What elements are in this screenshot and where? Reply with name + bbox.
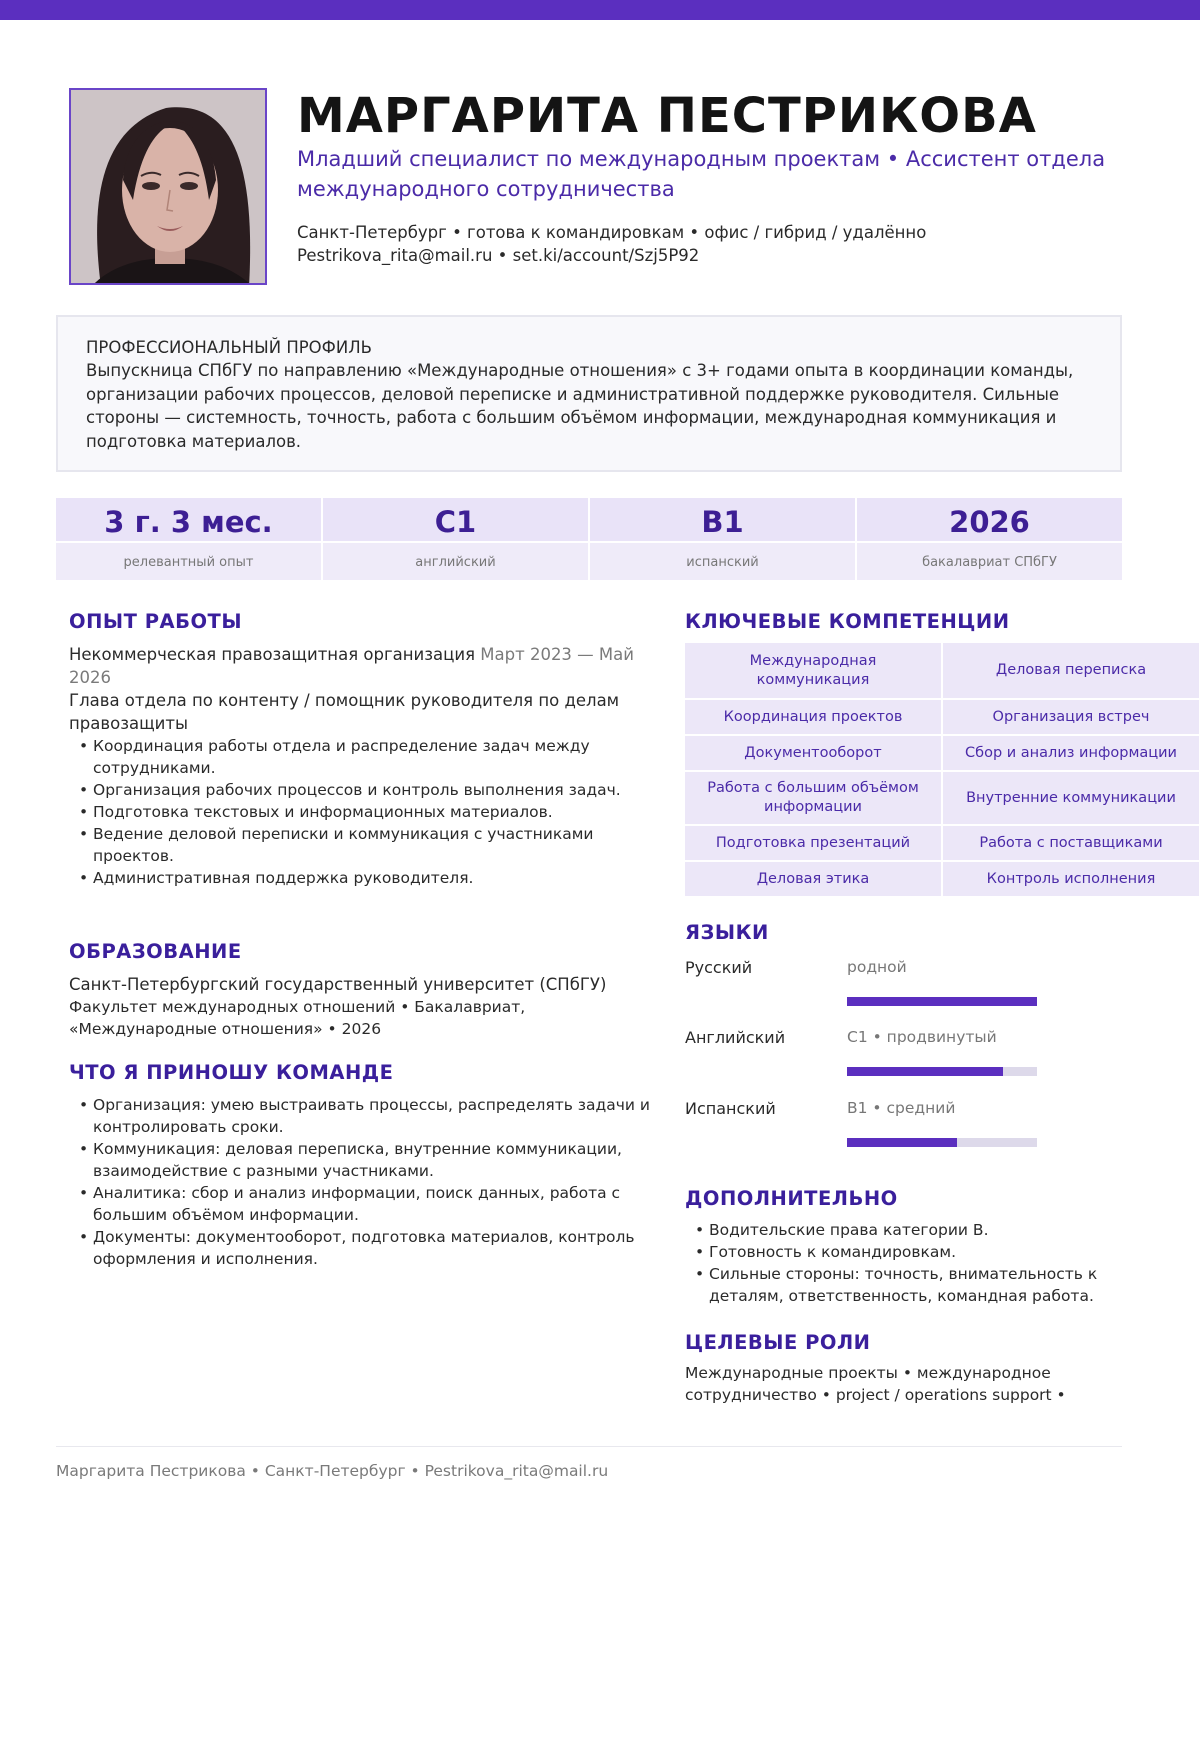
profile-heading: ПРОФЕССИОНАЛЬНЫЙ ПРОФИЛЬ: [86, 338, 372, 357]
footer-text: Маргарита Пестрикова • Санкт-Петербург • Pestrikova_rita@mail.ru: [56, 1462, 609, 1480]
list-item: • Административная поддержка руководителя.: [69, 867, 659, 889]
competency-tag: Координация проектов: [685, 700, 941, 734]
competency-tag: Деловая этика: [685, 862, 941, 896]
education-university: Санкт-Петербургский государственный университет (СПбГУ): [69, 975, 607, 994]
list-item: • Организация: умею выстраивать процессы, распределять задачи и контролировать сроки.: [69, 1094, 659, 1138]
experience-org: Некоммерческая правозащитная организация: [69, 645, 476, 664]
value-bullets: [69, 1094, 659, 1270]
competency-tag: Контроль исполнения: [943, 862, 1199, 896]
competency-tag: Работа с большим объёмом информации: [685, 772, 941, 824]
stat-value: 2026: [857, 498, 1122, 541]
top-accent-bar: [0, 0, 1200, 20]
competency-tag: Международная коммуникация: [685, 643, 941, 698]
language-bar: [847, 997, 1037, 1006]
footer-divider: [56, 1446, 1122, 1447]
contact-block: [297, 221, 926, 267]
list-item: • Готовность к командировкам.: [685, 1241, 1145, 1263]
list-item: • Координация работы отдела и распределение задач между сотрудниками.: [69, 735, 659, 779]
language-level: C1 • продвинутый: [847, 1028, 997, 1046]
stat-degree: [857, 498, 1122, 580]
experience-dates: Март 2023 — Май 2026: [69, 645, 634, 687]
additional-title: ДОПОЛНИТЕЛЬНО: [685, 1187, 898, 1210]
stat-value: C1: [323, 498, 588, 541]
value-title: ЧТО Я ПРИНОШУ КОМАНДЕ: [69, 1061, 394, 1084]
education-title: ОБРАЗОВАНИЕ: [69, 940, 242, 963]
stat-label: бакалавриат СПбГУ: [857, 541, 1122, 580]
list-item: • Аналитика: сбор и анализ информации, поиск данных, работа с большим объёмом информации.: [69, 1182, 659, 1226]
education-details-1: Факультет международных отношений • Бакалавриат,: [69, 998, 526, 1016]
additional-section: [685, 1219, 1145, 1307]
profile-box: [56, 315, 1122, 472]
language-level: родной: [847, 958, 907, 976]
competency-tag: Деловая переписка: [943, 643, 1199, 698]
experience-role: Глава отдела по контенту / помощник руководителя по делам правозащиты: [69, 691, 620, 733]
stat-label: английский: [323, 541, 588, 580]
competency-tag: Организация встреч: [943, 700, 1199, 734]
list-item: • Подготовка текстовых и информационных материалов.: [69, 801, 659, 823]
stats-strip: [56, 498, 1122, 580]
competency-tag: Сбор и анализ информации: [943, 736, 1199, 770]
target-text: Международные проекты • международное сотрудничество • project / operations support •: [685, 1364, 1066, 1404]
value-section: [69, 1094, 659, 1270]
stat-experience: [56, 498, 323, 580]
language-bar-fill: [847, 1138, 957, 1147]
language-bar-fill: [847, 1067, 1003, 1076]
experience-org-line: [69, 643, 659, 689]
competency-tag: Документооборот: [685, 736, 941, 770]
stat-label: испанский: [590, 541, 855, 580]
language-name: Испанский: [685, 1099, 776, 1118]
language-name: Русский: [685, 958, 753, 977]
target-title: ЦЕЛЕВЫЕ РОЛИ: [685, 1331, 871, 1354]
list-item: • Сильные стороны: точность, внимательность к деталям, ответственность, командная работа.: [685, 1263, 1145, 1307]
list-item: • Организация рабочих процессов и контроль выполнения задач.: [69, 779, 659, 801]
language-level: B1 • средний: [847, 1099, 956, 1117]
contact-links[interactable]: Pestrikova_rita@mail.ru • set.ki/account/Szj5P92: [297, 246, 700, 265]
language-bar-fill: [847, 997, 1037, 1006]
contact-location: Санкт-Петербург • готова к командировкам • офис / гибрид / удалённо: [297, 223, 927, 242]
competencies-grid: [685, 643, 1199, 896]
language-name: Английский: [685, 1028, 786, 1047]
experience-bullets: [69, 735, 659, 889]
candidate-name: МАРГАРИТА ПЕСТРИКОВА: [297, 88, 1037, 144]
profile-photo: [69, 88, 267, 285]
competency-tag: Подготовка презентаций: [685, 826, 941, 860]
competency-tag: Работа с поставщиками: [943, 826, 1199, 860]
stat-label: релевантный опыт: [56, 541, 321, 580]
stat-spanish: [590, 498, 857, 580]
language-bar: [847, 1067, 1037, 1076]
stat-english: [323, 498, 590, 580]
languages-title: ЯЗЫКИ: [685, 921, 769, 944]
list-item: • Документы: документооборот, подготовка материалов, контроль оформления и исполнения.: [69, 1226, 659, 1270]
profile-text: Выпускница СПбГУ по направлению «Международные отношения» с 3+ годами опыта в координации команды, организации рабочих процессов, деловой переписке и административной поддержке руководителя. Сильные стороны — системность, точность, работа с большим объёмом информации, международная коммуникация и подготовка материалов.: [86, 361, 1074, 451]
list-item: • Коммуникация: деловая переписка, внутренние коммуникации, взаимодействие с разными участниками.: [69, 1138, 659, 1182]
education-section: [69, 973, 659, 1040]
candidate-subtitle: Младший специалист по международным проектам • Ассистент отдела международного сотрудничества: [297, 147, 1106, 201]
list-item: • Водительские права категории B.: [685, 1219, 1145, 1241]
additional-bullets: [685, 1219, 1145, 1307]
education-details-2: «Международные отношения» • 2026: [69, 1020, 382, 1038]
stat-value: 3 г. 3 мес.: [56, 498, 321, 541]
experience-section: [69, 643, 659, 889]
language-bar: [847, 1138, 1037, 1147]
competencies-title: КЛЮЧЕВЫЕ КОМПЕТЕНЦИИ: [685, 610, 1010, 633]
stat-value: B1: [590, 498, 855, 541]
competency-tag: Внутренние коммуникации: [943, 772, 1199, 824]
experience-title: ОПЫТ РАБОТЫ: [69, 610, 243, 633]
list-item: • Ведение деловой переписки и коммуникация с участниками проектов.: [69, 823, 659, 867]
